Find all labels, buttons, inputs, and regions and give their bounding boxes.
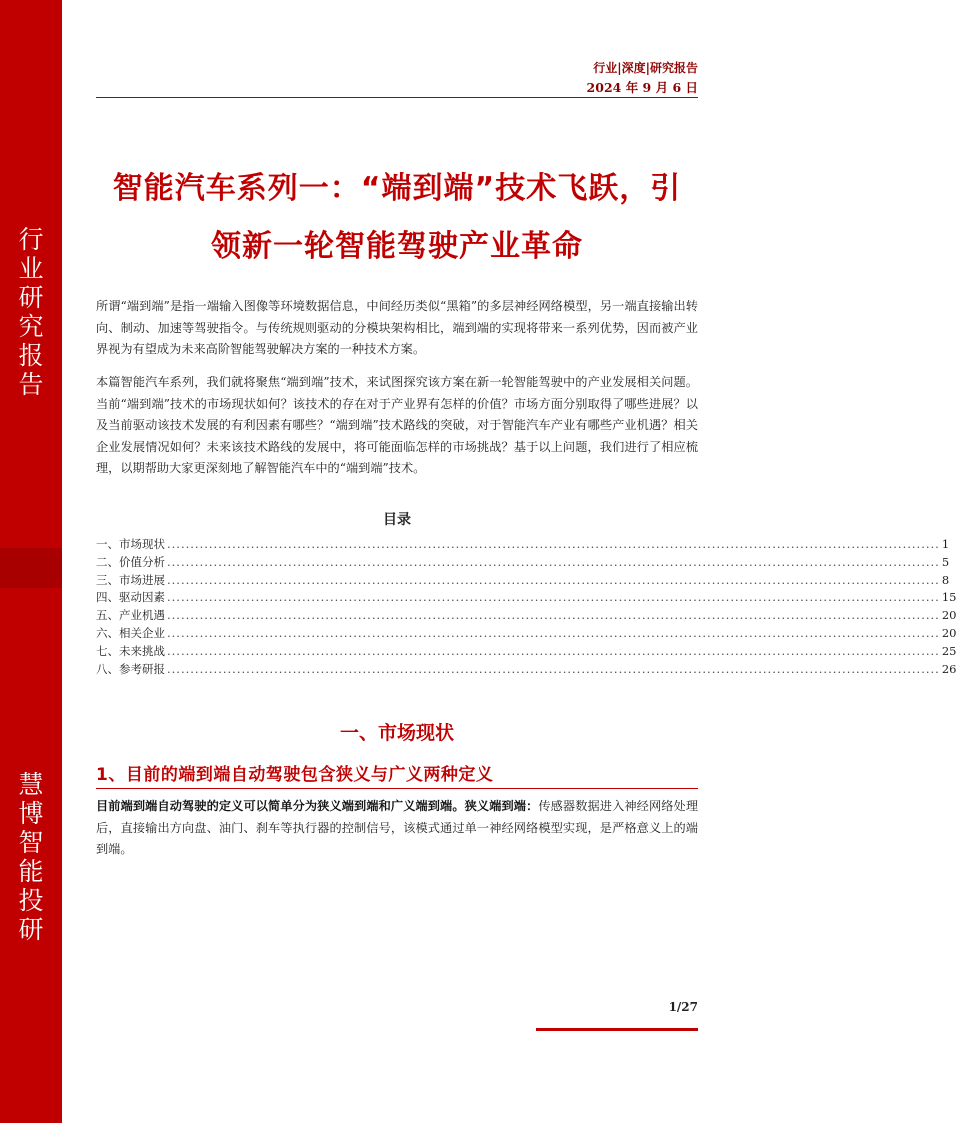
- document-title: [96, 160, 698, 276]
- section-paragraph: [96, 796, 698, 861]
- footer-divider: [536, 1028, 698, 1031]
- subsection-divider: [96, 788, 698, 789]
- toc-item[interactable]: 六、相关企业 ...................................................................................................................................................................... 20: [96, 625, 956, 640]
- sidebar-report-type: 行业研究报告: [18, 225, 44, 399]
- page-number: 1/27: [668, 1000, 698, 1014]
- bold-lead: 目前端到端自动驾驶的定义可以简单分为狭义端到端和广义端到端。狭义端到端：: [96, 799, 539, 813]
- section-body: 传感器数据进入神经网络处理后，直接输出方向盘、油门、刹车等执行器的控制信号，该模式通过单一神经网络模型实现，是严格意义上的端到端。: [96, 799, 699, 856]
- header-divider: [96, 97, 698, 98]
- header-tags: 行业|深度|研究报告: [593, 61, 698, 75]
- toc-item[interactable]: 五、产业机遇 ...................................................................................................................................................................... 20: [96, 608, 956, 623]
- intro-paragraph-1: 所谓“端到端”是指一端输入图像等环境数据信息，中间经历类似“黑箱”的多层神经网络模型，另一端直接输出转向、制动、加速等驾驶指令。与传统规则驱动的分模块架构相比，端到端的实现将带来一系列优势，因而被产业界视为有望成为未来高阶智能驾驶解决方案的一种技术方案。: [96, 299, 698, 356]
- toc-item[interactable]: 一、市场现状 ...................................................................................................................................................................... 1: [96, 537, 950, 551]
- sidebar: [0, 0, 62, 1123]
- toc-item[interactable]: 四、驱动因素 ...................................................................................................................................................................... 15: [96, 590, 956, 605]
- sidebar-band: [0, 548, 62, 588]
- toc-item[interactable]: 七、未来挑战 ...................................................................................................................................................................... 25: [96, 643, 956, 658]
- toc-item[interactable]: 二、价值分析 ...................................................................................................................................................................... 5: [96, 554, 950, 569]
- section-title: 一、市场现状: [339, 722, 454, 744]
- subsection-title: 1、目前的端到端自动驾驶包含狭义与广义两种定义: [96, 765, 494, 785]
- title-line-1: 智能汽车系列一：“端到端”技术飞跃，引: [112, 171, 682, 206]
- intro-paragraph-2: 本篇智能汽车系列，我们就将聚焦“端到端”技术，来试图探究该方案在新一轮智能驾驶中的产业发展相关问题。当前“端到端”技术的市场现状如何？该技术的存在对于产业界有怎样的价值？市场方面分别取得了哪些进展？以及当前驱动该技术发展的有利因素有哪些？“端到端”技术路线的突破，对于智能汽车产业有哪些产业机遇？相关企业发展情况如何？未来该技术路线的发展中，将可能面临怎样的市场挑战？基于以上问题，我们进行了相应梳理，以期帮助大家更深刻地了解智能汽车中的“端到端”技术。: [96, 375, 698, 475]
- table-of-contents: [96, 535, 956, 677]
- toc-title: 目录: [383, 512, 411, 528]
- toc-item[interactable]: 八、参考研报 ...................................................................................................................................................................... 26: [96, 661, 956, 676]
- sidebar-brand: 慧博智能投研: [18, 770, 44, 944]
- header-date: 2024 年 9 月 6 日: [586, 80, 698, 95]
- title-line-2: 领新一轮智能驾驶产业革命: [211, 229, 583, 264]
- toc-item[interactable]: 三、市场进展 ...................................................................................................................................................................... 8: [96, 572, 950, 587]
